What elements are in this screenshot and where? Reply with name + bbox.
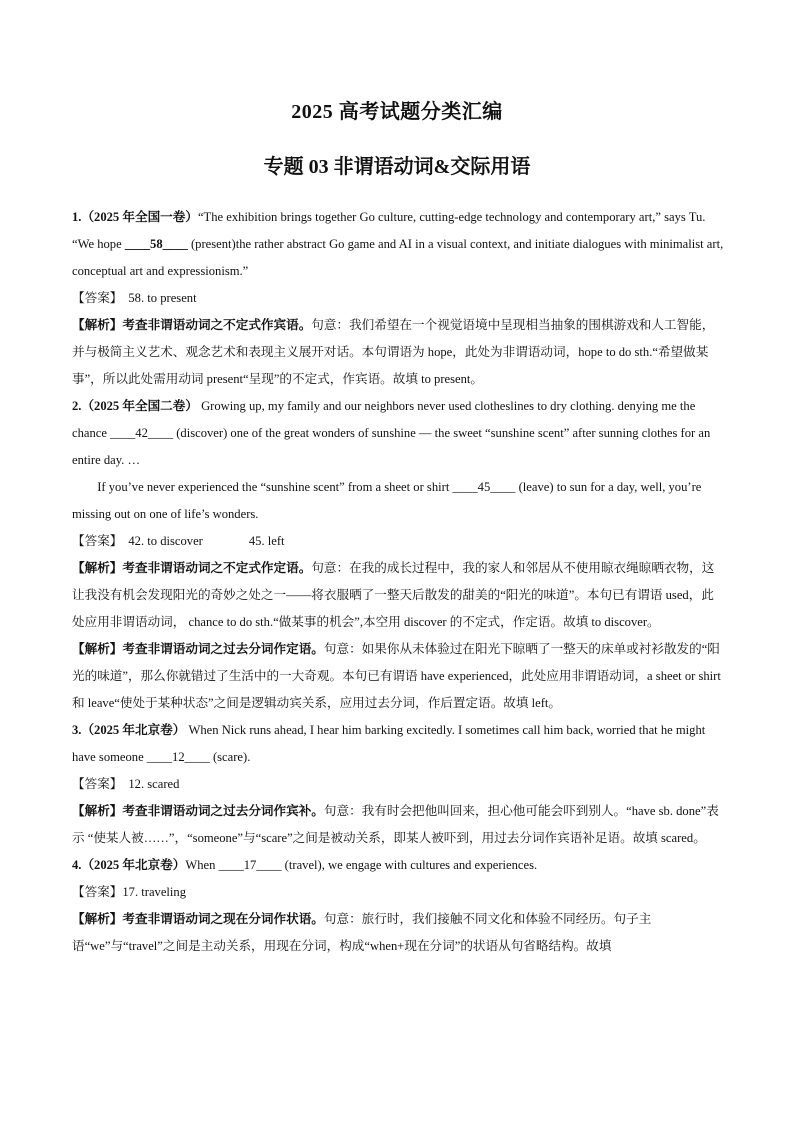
- answer-value: 58. to present: [128, 291, 197, 305]
- question-text: (scare).: [209, 750, 251, 764]
- analysis-text: 句意：如果你从未体验过在阳光下晾晒了一整天的床单或衬衫散发的“阳光的味道”，那么你就错过了生活中的一大奇观。本句已有谓语 have experienced，此处应用非谓语动词，a sheet or shirt 和 leave“使处于某种状态”之间是逻辑动宾关系，应用过去分词，作后置定语。故填 left。: [72, 642, 721, 710]
- question-text: (travel), we engage with cultures and experiences.: [281, 858, 538, 872]
- question-source: 2.（2025 年全国二卷）: [72, 399, 198, 413]
- answer-blank: ____58____: [124, 237, 188, 251]
- answer-label: 【答案】: [72, 885, 123, 899]
- analysis-point: 考查非谓语动词之现在分词作状语。: [122, 912, 324, 926]
- question-text: (discover) one of the great wonders of sunshine — the sweet “sunshine scent” after sunning clothes for an entire day. …: [72, 426, 711, 467]
- answer-line: [72, 771, 726, 798]
- answer-value: 12. scared: [128, 777, 180, 791]
- question-3: [72, 717, 726, 771]
- answer-value: 42. to discover: [128, 534, 203, 548]
- question-text: (leave) to sun for a day, well, you’re missing out on one of life’s wonders.: [72, 480, 702, 521]
- answer-line: [72, 285, 726, 312]
- analysis-point: 考查非谓语动词之不定式作定语。: [122, 561, 312, 575]
- question-2-paragraph-2: [72, 474, 726, 528]
- answer-value: 17. traveling: [122, 885, 187, 899]
- analysis-paragraph: [72, 798, 726, 852]
- analysis-paragraph: [72, 636, 726, 717]
- analysis-text: 句意：在我的成长过程中，我的家人和邻居从不使用晾衣绳晾晒衣物，这让我没有机会发现阳光的奇妙之处之一——将衣服晒了一整天后散发的甜美的“阳光的味道”。本句已有谓语 used，此处应用非谓语动词， chance to do sth.“做某事的机会”,本空用 discover 的不定式，作定语。故填 to discover。: [72, 561, 715, 629]
- analysis-text: 句意：我有时会把他叫回来，担心他可能会吓到别人。“have sb. done”表示 “使某人被……”，“someone”与“scare”之间是被动关系，即某人被吓到，用过去分词作宾语补足语。故填 scared。: [72, 804, 719, 845]
- answer-label: 【答案】: [72, 777, 123, 791]
- question-source: 1.（2025 年全国一卷）: [72, 210, 198, 224]
- document-subtitle: 专题 03 非谓语动词&交际用语: [263, 156, 531, 178]
- answer-blank: ____12____: [146, 750, 210, 764]
- analysis-label: 【解析】: [72, 912, 123, 926]
- question-2: [72, 393, 726, 474]
- answer-blank: ____17____: [218, 858, 282, 872]
- question-text: If you’ve never experienced the “sunshine scent” from a sheet or shirt: [97, 480, 453, 494]
- question-text: When: [185, 858, 219, 872]
- analysis-label: 【解析】: [72, 561, 123, 575]
- analysis-paragraph: [72, 312, 726, 393]
- analysis-point: 考查非谓语动词之过去分词作定语。: [122, 642, 324, 656]
- question-source: 3.（2025 年北京卷）: [72, 723, 186, 737]
- analysis-point: 考查非谓语动词之过去分词作宾补。: [122, 804, 324, 818]
- answer-blank: ____45____: [452, 480, 516, 494]
- question-1: [72, 204, 726, 285]
- question-text: “The exhibition brings together Go culture, cutting-edge technology and contemporary art,” says Tu. “We hope: [72, 210, 706, 251]
- answer-line: [72, 879, 726, 906]
- answer-value: 45. left: [248, 534, 285, 548]
- analysis-text: 句意：我们希望在一个视觉语境中呈现相当抽象的围棋游戏和人工智能，并与极简主义艺术、观念艺术和表现主义展开对话。本句谓语为 hope，此处为非谓语动词，hope to do sth.“希望做某事”，所以此处需用动词 present“呈现”的不定式，作宾语。故填 to present。: [72, 318, 715, 386]
- question-text: When Nick runs ahead, I hear him barking excitedly. I sometimes call him back, worried that he might have someone: [72, 723, 706, 764]
- document-title: 2025 高考试题分类汇编: [291, 101, 503, 123]
- title-block: [0, 95, 794, 179]
- question-text: (present)the rather abstract Go game and AI in a visual context, and initiate dialogues with minimalist art, conceptual art and expressionism.”: [72, 237, 724, 278]
- analysis-text: 句意：旅行时，我们接触不同文化和体验不同经历。句子主语“we”与“travel”之间是主动关系，用现在分词，构成“when+现在分词”的状语从句省略结构。故填: [72, 912, 652, 953]
- analysis-paragraph: [72, 906, 726, 960]
- answer-label: 【答案】: [72, 534, 123, 548]
- analysis-paragraph: [72, 555, 726, 636]
- answer-blank: ____42____: [110, 426, 174, 440]
- analysis-label: 【解析】: [72, 318, 123, 332]
- analysis-label: 【解析】: [72, 642, 123, 656]
- question-source: 4.（2025 年北京卷）: [72, 858, 186, 872]
- question-text: Growing up, my family and our neighbors never used clotheslines to dry clothing. denying me the chance: [72, 399, 696, 440]
- answer-line: [72, 528, 726, 555]
- analysis-point: 考查非谓语动词之不定式作宾语。: [122, 318, 312, 332]
- answer-label: 【答案】: [72, 291, 123, 305]
- content: [72, 204, 726, 960]
- analysis-label: 【解析】: [72, 804, 123, 818]
- question-4: [72, 852, 726, 879]
